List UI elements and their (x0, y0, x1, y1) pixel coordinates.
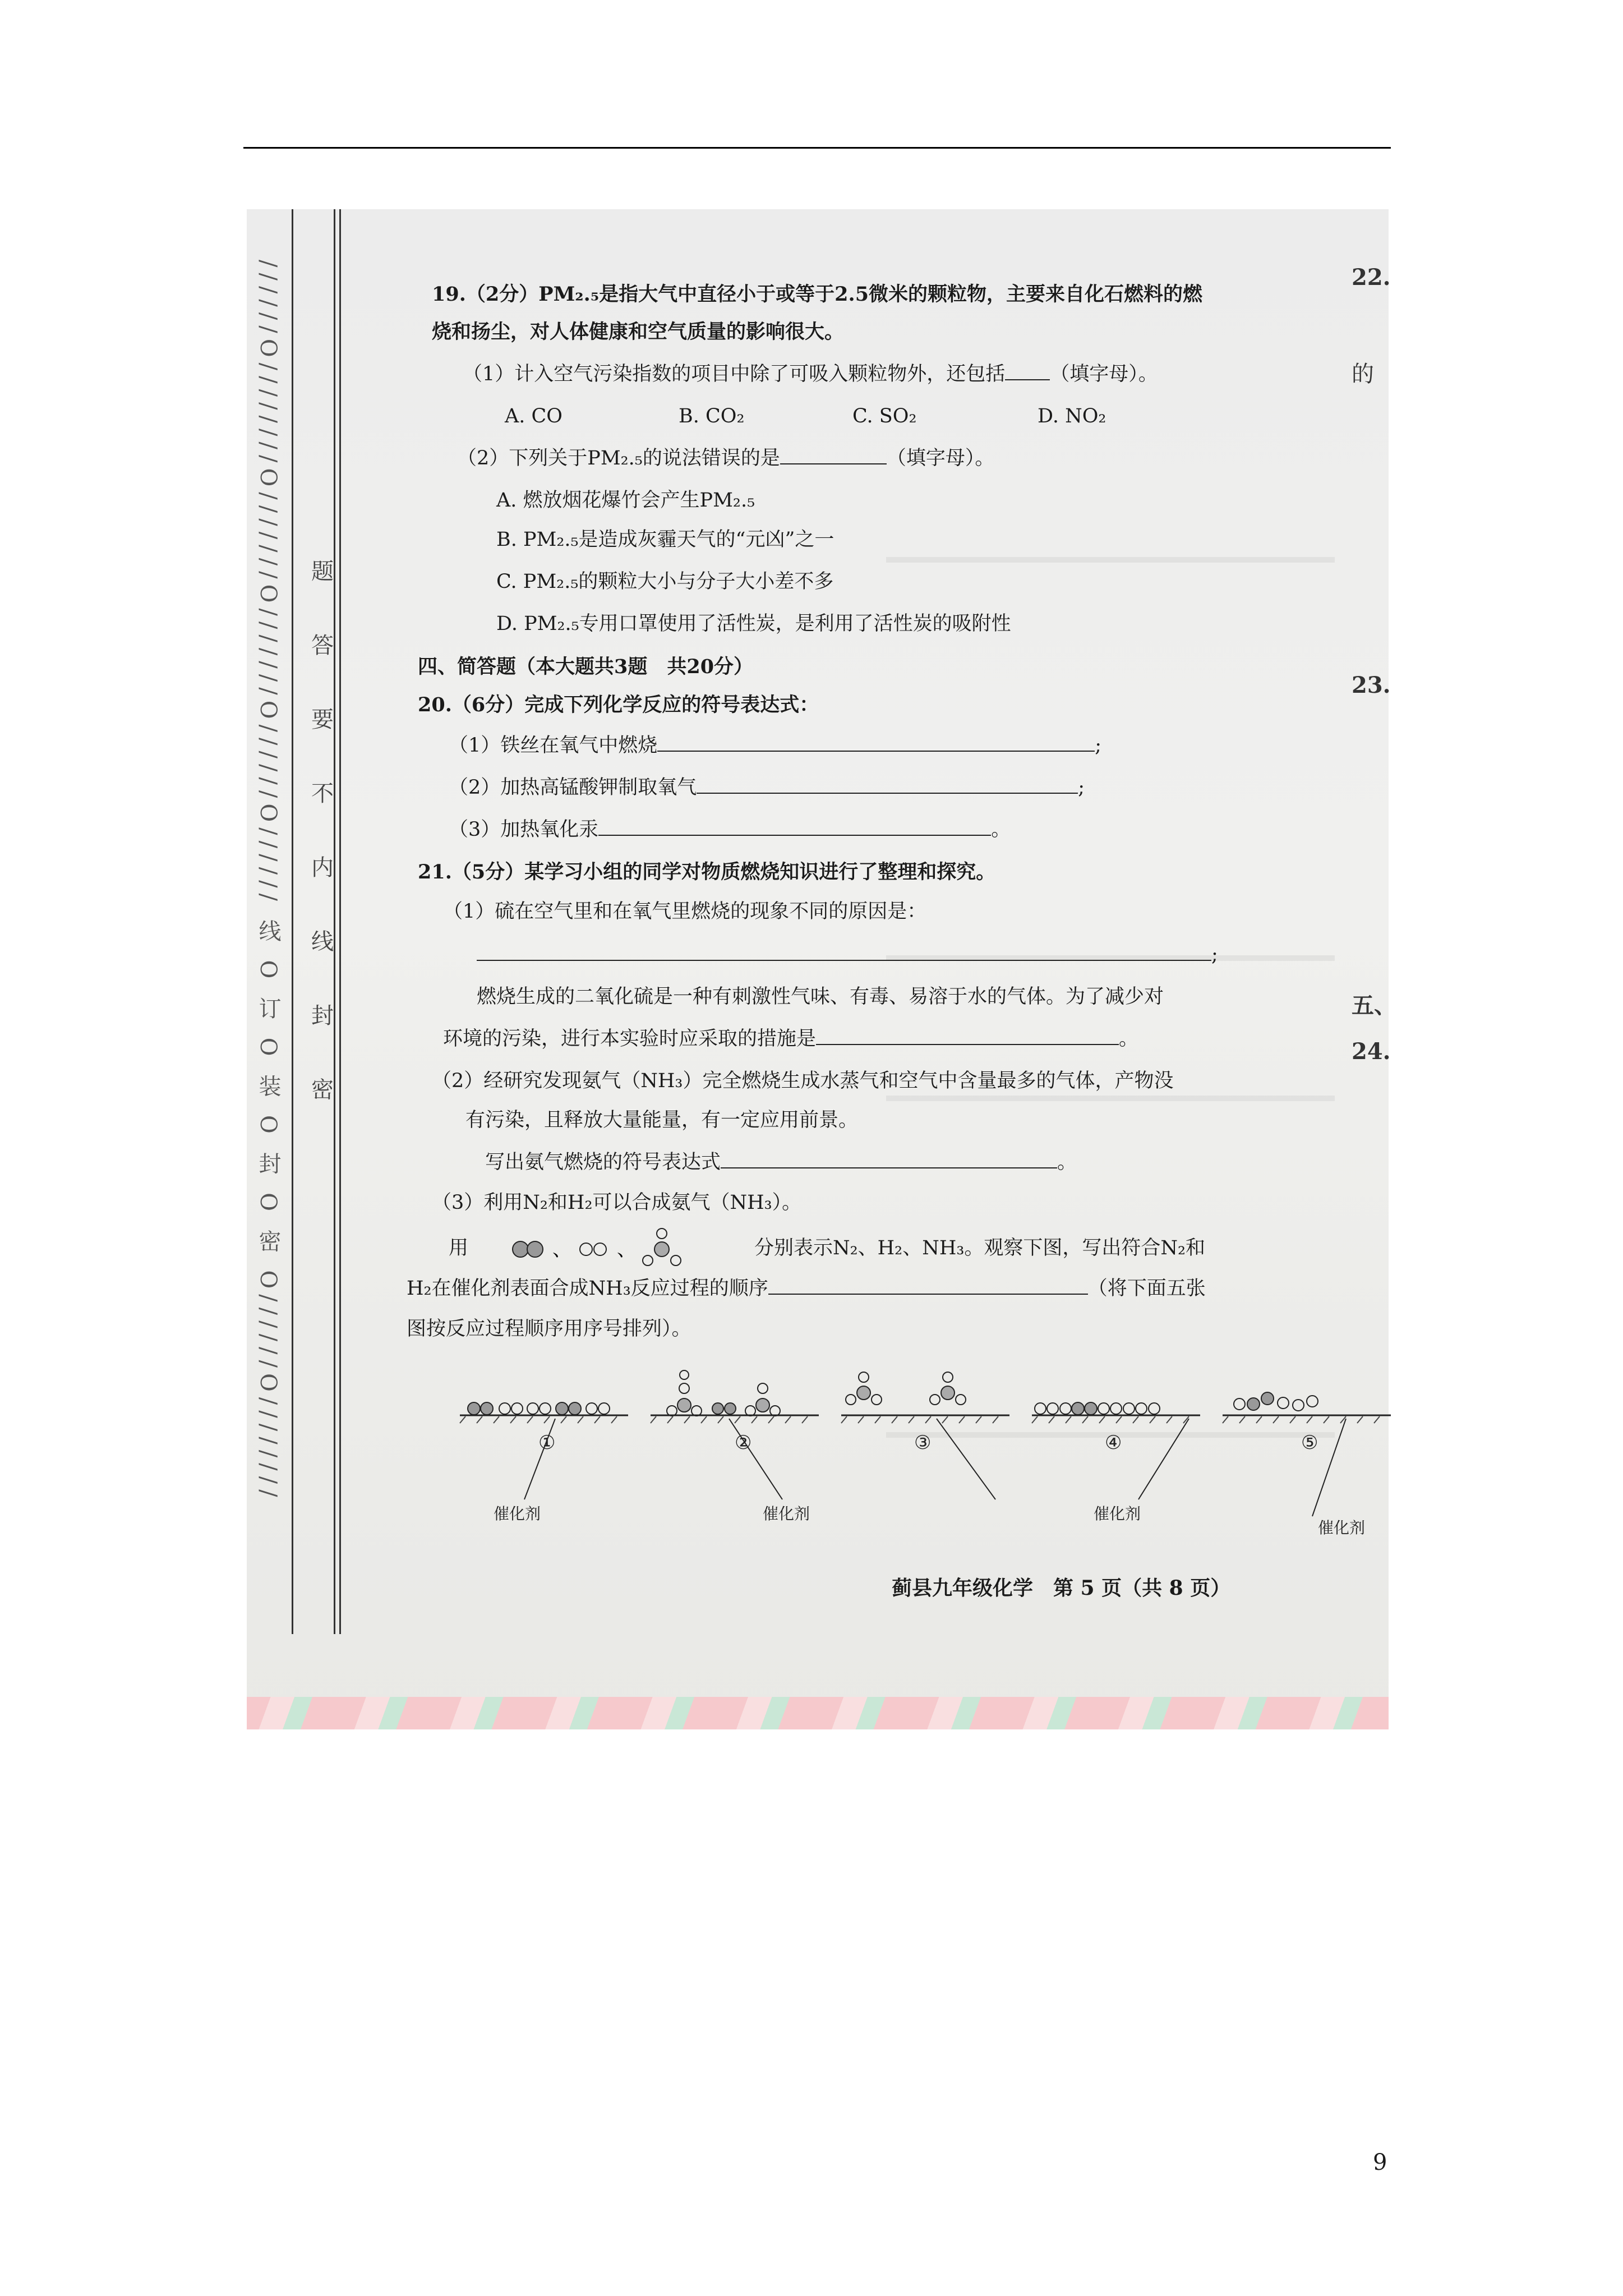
q19-p2-option-b: B. PM₂.₅是造成灰霾天气的“元凶”之一 (496, 528, 834, 551)
molecule-legend (510, 1226, 695, 1273)
answer-blank[interactable] (816, 1027, 1119, 1045)
catalyst-label: 催化剂 (1318, 1519, 1366, 1537)
exam-page-photo (247, 209, 1396, 1729)
q20-item-text: （2）加热高锰酸钾制取氧气 (449, 776, 697, 799)
h2-molecule-icon (580, 1243, 606, 1255)
seal-char: 封 (311, 1003, 334, 1029)
q21-part3-rest: 分别表示N₂、H₂、NH₃。观察下图，写出符合N₂和 (754, 1237, 1206, 1259)
q21-part3-line3: 图按反应过程顺序用序号排列）。 (407, 1318, 691, 1340)
q19-option-d: D. NO₂ (1038, 405, 1106, 427)
adjacent-page-fragment: 五、 (1352, 992, 1396, 1019)
page-number: 9 (1373, 2150, 1387, 2175)
q19-part1 (463, 361, 1158, 388)
catalyst-label: 催化剂 (494, 1504, 541, 1523)
answer-blank[interactable] (598, 818, 991, 836)
diagram-panel-4 (1035, 1402, 1160, 1415)
seal-char: 要 (311, 707, 334, 733)
q19-line2: 烧和扬尘，对人体健康和空气质量的影响很大。 (432, 320, 845, 343)
seal-char: 不 (311, 781, 334, 807)
show-through-mark (886, 557, 1335, 563)
seal-char: 题 (311, 559, 334, 585)
q20-item-end: ; (1078, 776, 1085, 799)
seal-middle-column (306, 535, 339, 1127)
q21-part1-answer (477, 941, 1218, 968)
nh3-molecule-icon (643, 1228, 681, 1266)
q19-part1-text: （1）计入空气污染指数的项目中除了可吸入颗粒物外，还包括 (463, 363, 1006, 385)
q19-p2-option-c: C. PM₂.₅的颗粒大小与分子大小差不多 (496, 570, 834, 593)
q20-item-end: 。 (991, 818, 1011, 841)
seal-char: 线 (311, 929, 334, 955)
answer-blank[interactable] (477, 943, 1211, 961)
q21-part1: （1）硫在空气里和在氧气里燃烧的现象不同的原因是： (443, 900, 927, 923)
q20-item-1 (449, 732, 1101, 759)
q21-para2-text: 环境的污染，进行本实验时应采取的措施是 (443, 1028, 817, 1050)
adjacent-page-fragment: 22. (1352, 264, 1391, 291)
q21-part3-line2-text: H₂在催化剂表面合成NH₃反应过程的顺序 (407, 1277, 768, 1300)
catalyst-process-diagram (460, 1370, 1436, 1539)
q20-item-3 (449, 816, 1011, 843)
q20-heading: 20.（6分）完成下列化学反应的符号表达式： (418, 693, 819, 716)
q19-part1-tail: （填字母）。 (1050, 363, 1158, 385)
q21-para2 (443, 1025, 1138, 1052)
q21-part2-line2: 有污染，且释放大量能量，有一定应用前景。 (465, 1109, 859, 1131)
q20-item-text: （1）铁丝在氧气中燃烧 (449, 734, 658, 757)
q21-heading: 21.（5分）某学习小组的同学对物质燃烧知识进行了整理和探究。 (418, 861, 996, 884)
q19-line1: 19.（2分）PM₂.₅是指大气中直径小于或等于2.5微米的颗粒物，主要来自化石燃料的燃 (432, 283, 1203, 306)
q20-item-2 (449, 774, 1085, 801)
page-footer: 蓟县九年级化学 第 5 页（共 8 页） (892, 1576, 1231, 1600)
seal-char: 密 (311, 1077, 334, 1103)
answer-blank[interactable] (721, 1151, 1057, 1168)
q21-part3-line2 (407, 1275, 1206, 1302)
diagram-number-5: ⑤ (1301, 1432, 1318, 1454)
catalyst-label: 催化剂 (1094, 1504, 1141, 1523)
header-rule (243, 147, 1391, 149)
q19-option-a: A. CO (505, 405, 563, 427)
q19-p2-option-d: D. PM₂.₅专用口罩使用了活性炭，是利用了活性炭的吸附性 (496, 613, 1011, 635)
diagram-number-2: ② (735, 1432, 752, 1454)
seal-char: 答 (311, 633, 334, 659)
q19-p2-option-a: A. 燃放烟花爆竹会产生PM₂.₅ (496, 489, 755, 512)
q21-part3: （3）利用N₂和H₂可以合成氨气（NH₃）。 (432, 1191, 802, 1214)
q21-part3-line2-tail: （将下面五张 (1087, 1277, 1206, 1300)
q20-item-end: ; (1095, 734, 1102, 757)
q21-part2-line1: （2）经研究发现氨气（NH₃）完全燃烧生成水蒸气和空气中含量最多的气体，产物没 (432, 1070, 1174, 1092)
diagram-panel-3 (846, 1372, 966, 1405)
diagram-panel-2 (667, 1370, 780, 1416)
seal-char: 内 (311, 855, 334, 881)
q19-part2 (457, 445, 994, 472)
show-through-mark (886, 1096, 1335, 1101)
q19-part2-tail: （填字母）。 (886, 447, 995, 470)
margin-line-1 (292, 209, 293, 1634)
answer-blank[interactable] (697, 776, 1078, 794)
section-heading: 四、简答题（本大题共3题 共20分） (418, 655, 754, 678)
background-fabric (247, 1697, 1389, 1729)
q19-option-b: B. CO₂ (679, 405, 745, 427)
q21-part2c-end: 。 (1057, 1151, 1077, 1174)
q21-para2-end: 。 (1119, 1028, 1139, 1050)
q21-part2-line3 (485, 1149, 1077, 1176)
answer-blank[interactable] (768, 1277, 1088, 1295)
diagram-number-4: ④ (1105, 1432, 1122, 1454)
adjacent-page-fragment: 24. (1352, 1038, 1391, 1065)
diagram-number-1: ① (538, 1432, 556, 1454)
diagram-number-3: ③ (914, 1432, 932, 1454)
q21-part1-end: ; (1211, 944, 1218, 966)
adjacent-page-fragment: 23. (1352, 672, 1391, 698)
q19-option-c: C. SO₂ (852, 405, 917, 427)
answer-blank[interactable] (657, 734, 1095, 752)
adjacent-page-fragment: 的 (1352, 361, 1374, 387)
q21-part2c-text: 写出氨气燃烧的符号表达式 (485, 1151, 721, 1174)
legend-separator: 、 (552, 1239, 571, 1261)
legend-separator: 、 (617, 1239, 636, 1261)
legend-use: 用 (449, 1237, 469, 1259)
diagram-panel-5 (1234, 1392, 1318, 1411)
catalyst-label: 催化剂 (763, 1504, 810, 1523)
seal-line-text: //////O////////O///////O///////O//////O////// 线 O 订 O 装 O 封 O 密 O//////O//////// (255, 260, 281, 1503)
margin-line-2 (339, 209, 341, 1634)
q21-para1: 燃烧生成的二氧化硫是一种有刺激性气味、有毒、易溶于水的气体。为了减少对 (477, 986, 1164, 1008)
q20-item-text: （3）加热氧化汞 (449, 818, 599, 841)
answer-blank[interactable] (1005, 362, 1050, 380)
q21-part3-legend (449, 1235, 468, 1262)
n2-molecule-icon (513, 1241, 543, 1257)
q19-part2-text: （2）下列关于PM₂.₅的说法错误的是 (457, 447, 780, 470)
answer-blank[interactable] (780, 447, 887, 464)
diagram-panel-1 (468, 1402, 610, 1415)
